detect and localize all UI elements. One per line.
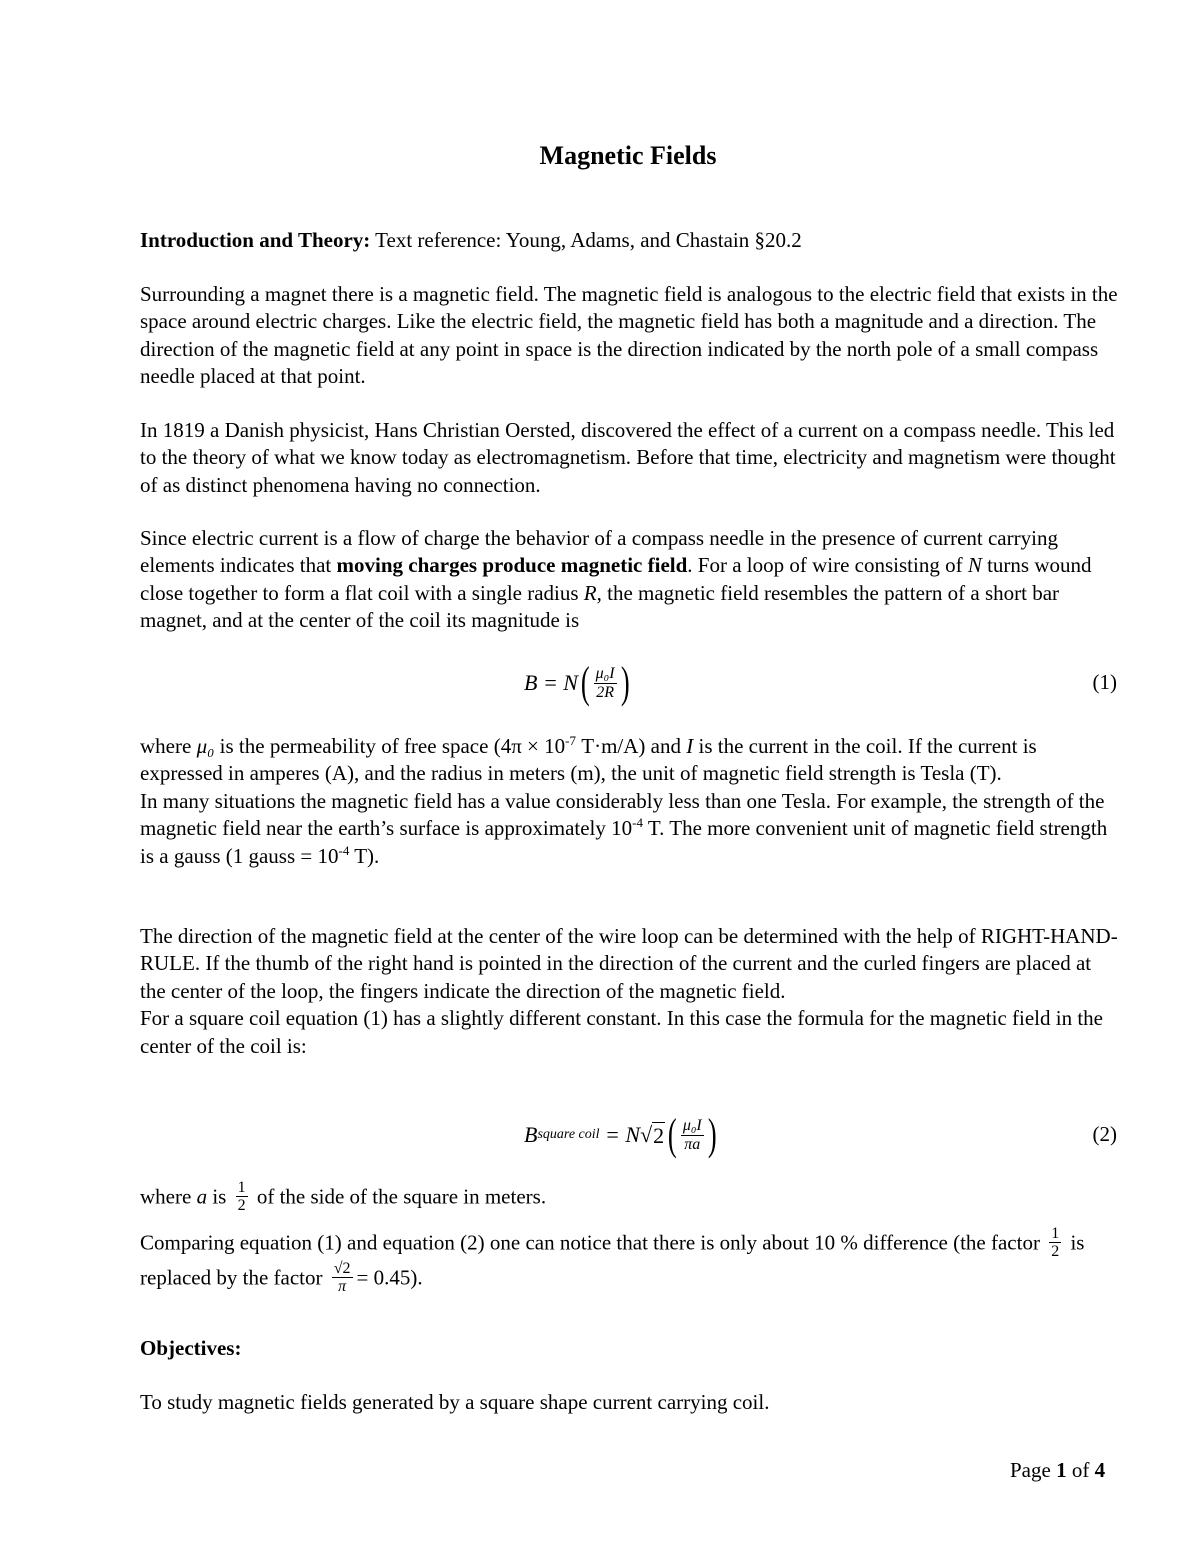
paragraph-1-text: Surrounding a magnet there is a magnetic field. The magnetic field is analogous to the electric field that exists in the space around electric charges. Like the electric field, the magnetic field has both a magnitude and a direction. The direction of the magnetic field at any point in space is the direction indicated by the north pole of a small compass needle placed at that point. — [140, 282, 1118, 389]
paren-left: ( — [580, 658, 590, 707]
fraction-one-half — [236, 1179, 248, 1214]
eq1-denominator: 2R — [596, 683, 614, 701]
eq2-eq-n: = N — [599, 1122, 641, 1147]
paragraph-moving-charges — [140, 525, 1120, 635]
equation-2-body — [524, 1105, 719, 1165]
paragraph-magnet-field — [140, 281, 1120, 391]
equation-2 — [140, 1105, 1117, 1165]
objectives-text: To study magnetic fields generated by a square shape current carrying coil. — [140, 1390, 770, 1414]
p5-a: In many situations the magnetic field has a value considerably less than one Tesla. For example, the strength of the magnetic field near the earth’s surface is approximately 10 — [140, 788, 1105, 841]
paragraph-6-text: The direction of the magnetic field at the center of the wire loop can be determined with the help of RIGHT-HAND-RULE. If the thumb of the right hand is pointed in the direction of the current and the curled fingers are placed at the center of the loop, the fingers indicate the direction of the magnetic field. — [140, 924, 1118, 1003]
p3-d: , the magnetic field resembles the pattern of a short bar magnet, and at the center of the coil its magnitude is — [140, 580, 1060, 633]
p4-a: where — [140, 734, 197, 758]
objectives-text-block — [140, 1389, 1120, 1416]
sqrt-sign: √ — [640, 1122, 653, 1147]
paren-right: ) — [620, 658, 630, 707]
frac2-den: 2 — [1051, 1243, 1060, 1260]
frac2-num: 1 — [1051, 1225, 1060, 1242]
objectives-heading: Objectives: — [140, 1336, 242, 1360]
eq2-denominator: πa — [684, 1135, 701, 1153]
key-phrase: moving charges produce magnetic field — [336, 553, 688, 578]
eq2-numerator: μ₀I — [682, 1116, 702, 1134]
objectives-heading-block — [140, 1335, 1120, 1362]
frac-den: 2 — [237, 1197, 246, 1214]
p4-b: is the permeability of free space (4π × 10 — [214, 734, 566, 758]
var-a: a — [196, 1184, 208, 1209]
exponent-minus4-b: -4 — [338, 842, 350, 858]
document-title: Magnetic Fields — [539, 141, 717, 170]
footer-total: 4 — [1094, 1458, 1106, 1482]
p9-c: = 0.45). — [356, 1265, 423, 1290]
paren-right-2: ) — [707, 1110, 717, 1159]
paragraph-2-text: In 1819 a Danish physicist, Hans Christian Oersted, discovered the effect of a current on a compass needle. This led to the theory of what we know today as electromagnetism. Before that time, electricity and magnetism were thought of as distinct phenomena having no connection. — [140, 418, 1116, 497]
p9-a: Comparing equation (1) and equation (2) one can notice that there is only about 10 % difference (the factor — [140, 1230, 1046, 1255]
paragraph-permeability — [140, 733, 1120, 870]
p5-c: T). — [349, 843, 380, 868]
intro-heading: Introduction and Theory: — [140, 228, 371, 252]
fraction-root2-pi — [332, 1260, 353, 1295]
eq2-b: B — [524, 1122, 538, 1147]
fraction-one-half-2 — [1049, 1225, 1061, 1260]
p3-a: Since electric current is a flow of charge the behavior of a compass needle in the presence of current carrying elements indicates that — [140, 526, 1058, 578]
footer-prefix: Page — [1010, 1458, 1057, 1482]
p8-c: of the side of the square in meters. — [251, 1184, 547, 1209]
eq1-fraction — [594, 665, 617, 702]
equation-1 — [140, 653, 1117, 713]
eq1-numerator: μ₀I — [595, 664, 615, 682]
sqrt-arg: 2 — [653, 1122, 665, 1148]
eq2-fraction — [681, 1117, 704, 1154]
paragraph-side-definition — [140, 1181, 1120, 1216]
var-r: R — [583, 580, 597, 605]
var-n: N — [967, 553, 982, 578]
equation-1-number: (1) — [1092, 670, 1117, 694]
paren-left-2: ( — [668, 1110, 677, 1159]
eq2-subscript: square coil — [537, 1127, 600, 1142]
p4-c: T·m/A) and — [576, 734, 687, 758]
p4-d: is the current in the coil. If the current is expressed in amperes (A), and the radius in meters (m), the unit of magnetic field strength is Tesla (T). — [140, 734, 1037, 786]
frac-num: 1 — [237, 1179, 246, 1196]
p5-b: T. The more convenient unit of magnetic field strength is a gauss (1 gauss = 10 — [140, 816, 1108, 868]
text-reference: Text reference: Young, Adams, and Chastain §20.2 — [370, 228, 802, 252]
mu-zero: μ₀ — [196, 734, 215, 758]
p8-b: is — [207, 1184, 232, 1209]
equation-1-body — [524, 653, 632, 713]
frac3-den: π — [338, 1278, 347, 1295]
exponent-minus4: -4 — [632, 815, 643, 831]
footer-middle: of — [1066, 1458, 1095, 1482]
equation-2-number: (2) — [1092, 1122, 1117, 1146]
p3-b: . For a loop of wire consisting of — [687, 553, 968, 578]
paragraph-7-text: For a square coil equation (1) has a slightly different constant. In this case the formula for the magnetic field in the center of the coil is: — [140, 1006, 1103, 1058]
p3-c: turns wound close together to form a flat coil with a single radius — [140, 553, 1092, 605]
eq1-lhs: B = N — [524, 670, 578, 695]
intro-line — [140, 227, 1120, 254]
paragraph-right-hand-rule — [140, 923, 1120, 1060]
page-number — [1010, 1458, 1105, 1483]
p8-a: where — [140, 1184, 197, 1209]
p9-b: is replaced by the factor — [140, 1230, 1085, 1290]
exponent-minus7: -7 — [565, 733, 576, 748]
frac3-num: √2 — [333, 1260, 351, 1277]
footer-current: 1 — [1056, 1458, 1067, 1482]
var-i: I — [686, 734, 694, 758]
paragraph-comparison — [140, 1227, 1120, 1297]
paragraph-oersted — [140, 417, 1120, 499]
